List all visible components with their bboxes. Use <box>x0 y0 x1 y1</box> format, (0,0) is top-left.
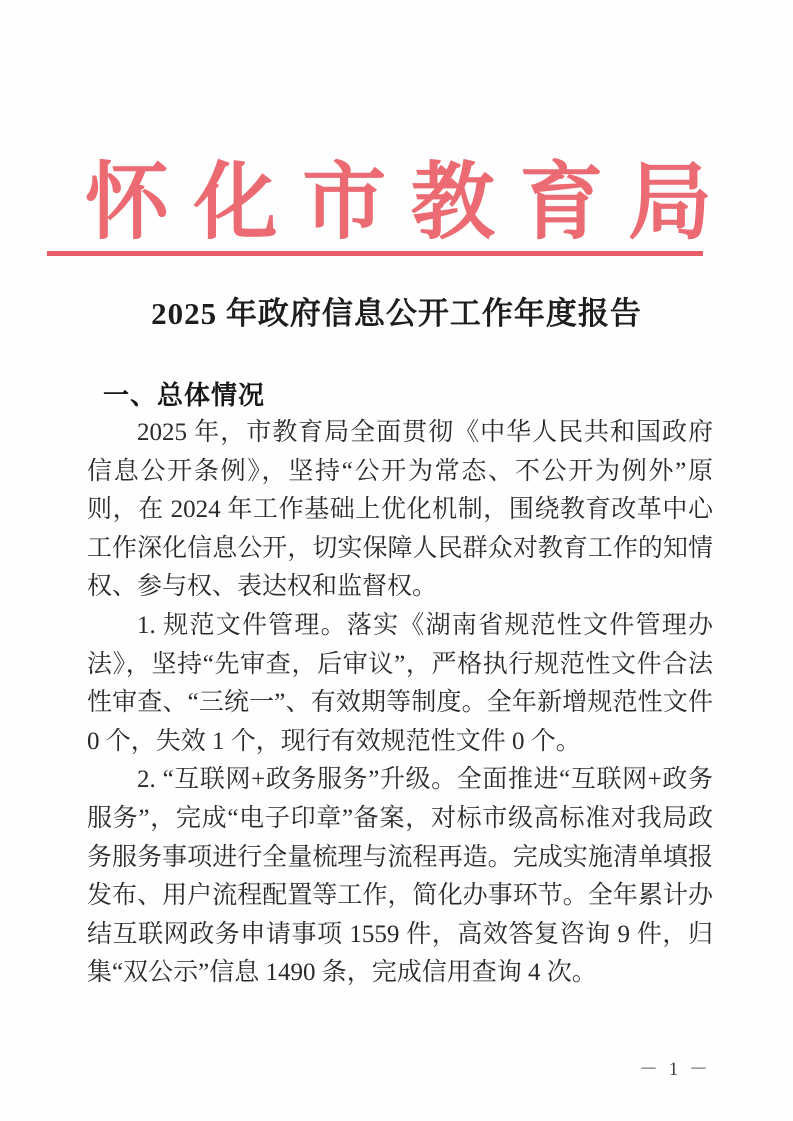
letterhead-divider <box>47 251 703 256</box>
page-number: － 1 － <box>638 1059 711 1080</box>
letterhead-title: 怀化市教育局 <box>85 157 712 250</box>
section-heading-overview: 一、总体情况 <box>103 380 266 410</box>
document-body <box>87 414 713 993</box>
paragraph-overview: 2025 年，市教育局全面贯彻《中华人民共和国政府信息公开条例》，坚持“公开为常态、不公开为例外”原则，在 2024 年工作基础上优化机制，围绕教育改革中心工作深化信息公开，切实保障人民群众对教育工作的知情权、参与权、表达权和监督权。 <box>87 419 713 601</box>
document-title: 2025 年政府信息公开工作年度报告 <box>151 296 642 331</box>
paragraph-internet-gov-services: 2. “互联网+政务服务”升级。全面推进“互联网+政务服务”，完成“电子印章”备案，对标市级高标准对我局政务服务事项进行全量梳理与流程再造。完成实施清单填报发布、用户流程配置等工作，简化办事环节。全年累计办结互联网政务申请事项 1559 件，高效答复咨询 9 件，归集“双公示”信息 1490 条，完成信用查询 4 次。 <box>87 766 713 987</box>
paragraph-regulatory-documents: 1. 规范文件管理。落实《湖南省规范性文件管理办法》，坚持“先审查，后审议”，严格执行规范性文件合法性审查、“三统一”、有效期等制度。全年新增规范性文件 0 个，失效 1 个，现行有效规范性文件 0 个。 <box>87 611 713 755</box>
